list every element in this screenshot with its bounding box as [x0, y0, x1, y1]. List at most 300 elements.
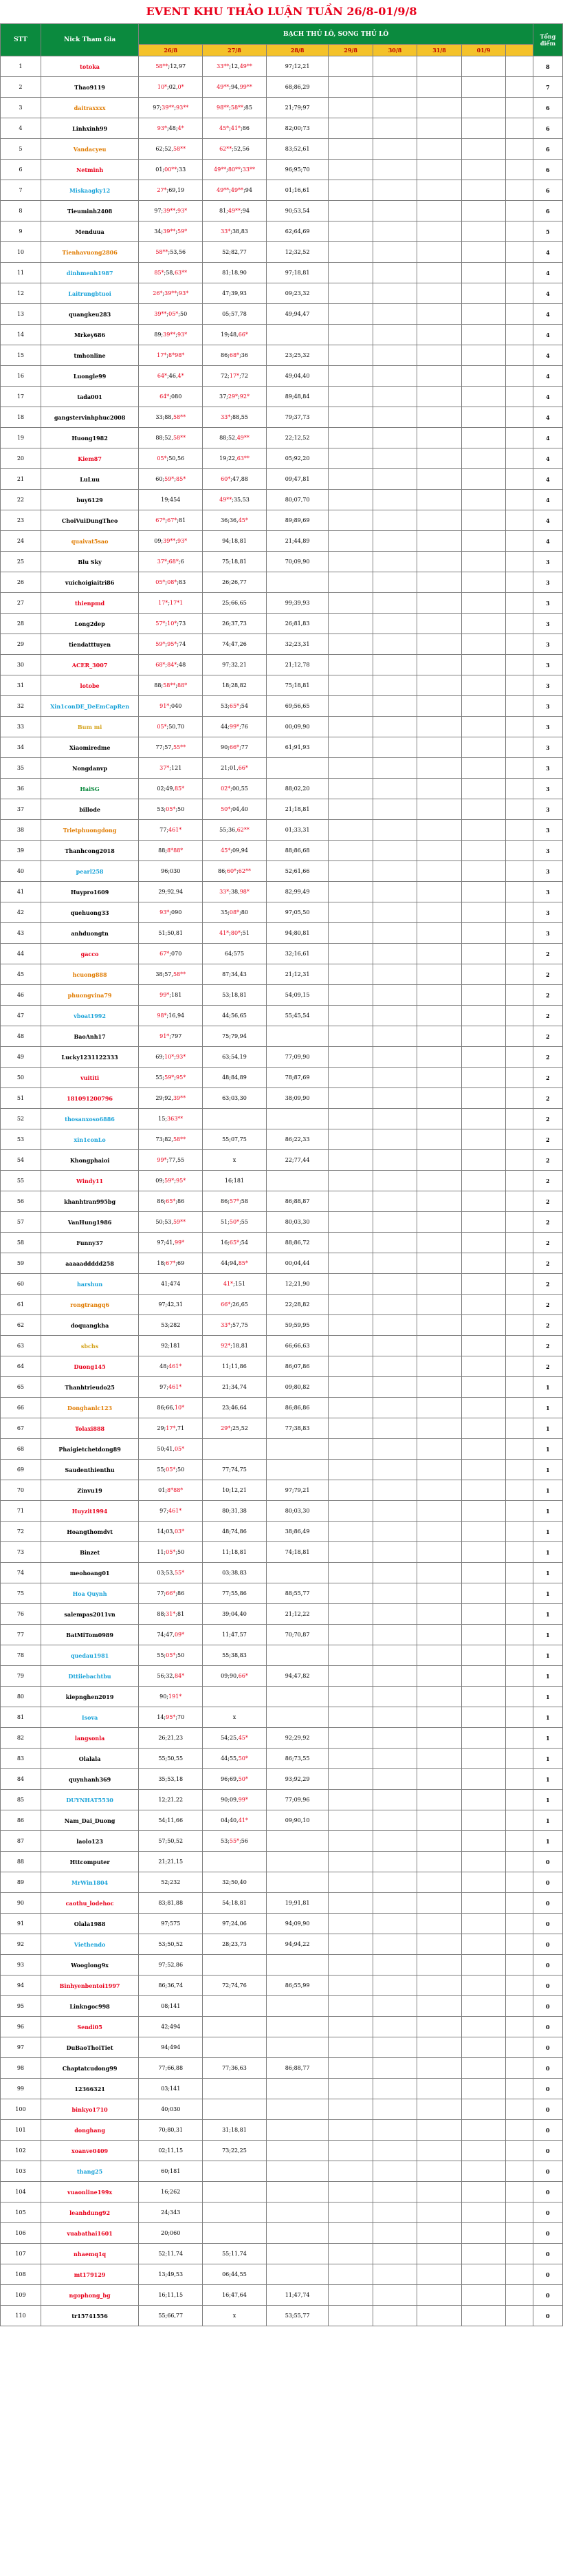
row-day-empty [417, 1460, 461, 1480]
row-day-empty [506, 2120, 533, 2141]
number-token: , [177, 249, 179, 255]
number-token: ; [174, 476, 177, 482]
row-day-empty [461, 387, 505, 407]
number-token: 97 [154, 208, 162, 214]
row-day-empty [461, 1398, 505, 1418]
number-token: , [173, 1632, 175, 1638]
table-row [1, 2244, 563, 2264]
row-day-empty [417, 180, 461, 201]
row-day-value [203, 325, 267, 345]
number-token: 93* [157, 125, 167, 131]
row-nick: buy6129 [41, 490, 139, 510]
row-day-value [139, 1604, 203, 1625]
number-token: 33** [217, 63, 230, 69]
number-token: 48 [159, 1363, 167, 1370]
number-token: 66* [238, 765, 248, 771]
row-day-value: 86;22,33 [266, 1129, 329, 1150]
number-token: 58 [166, 270, 173, 276]
table-row [1, 531, 563, 552]
row-day-empty [506, 139, 533, 160]
row-day-empty [329, 902, 373, 923]
row-total: 1 [533, 1501, 562, 1522]
row-total: 3 [533, 799, 562, 820]
row-day-value: 39;04,40 [203, 1604, 267, 1625]
number-token: 80** [228, 166, 241, 173]
row-nick: Miskaagky12 [41, 180, 139, 201]
row-day-value [203, 1109, 267, 1129]
row-day-empty [417, 448, 461, 469]
row-day-empty [329, 448, 373, 469]
row-day-empty [373, 1872, 417, 1893]
row-day-empty [373, 1047, 417, 1068]
row-day-empty [417, 1233, 461, 1253]
row-day-empty [329, 1769, 373, 1790]
table-row [1, 2058, 563, 2079]
row-day-value: 70;80,31 [139, 2120, 203, 2141]
number-token: 41 [166, 1240, 173, 1246]
row-day-value: 03;141 [139, 2079, 203, 2099]
table-row [1, 696, 563, 717]
row-stt: 29 [1, 634, 41, 655]
row-day-empty [506, 1583, 533, 1604]
row-day-empty [506, 1233, 533, 1253]
row-day-empty [417, 1026, 461, 1047]
row-stt: 68 [1, 1439, 41, 1460]
row-nick: doquangkha [41, 1315, 139, 1336]
row-day-value: 93;92,29 [266, 1769, 329, 1790]
header-day: 31/8 [417, 45, 461, 56]
row-day-empty [506, 1501, 533, 1522]
row-total: 2 [533, 985, 562, 1006]
row-day-empty [329, 882, 373, 902]
row-day-value: 70;09,90 [266, 552, 329, 572]
row-day-empty [373, 1666, 417, 1687]
row-total: 0 [533, 2202, 562, 2223]
row-day-empty [506, 902, 533, 923]
number-token: 91* [159, 703, 170, 709]
row-day-value [139, 221, 203, 242]
row-total: 3 [533, 779, 562, 799]
row-day-value: 09;47,81 [266, 469, 329, 490]
row-day-empty [417, 902, 461, 923]
row-day-empty [506, 325, 533, 345]
number-token: 88 [232, 414, 240, 420]
row-day-value [203, 366, 267, 387]
number-token: 39** [163, 228, 176, 235]
table-row [1, 1769, 563, 1790]
number-token: ; [165, 1487, 168, 1493]
row-day-empty [373, 180, 417, 201]
number-token: 33 [179, 166, 186, 173]
row-day-value [203, 799, 267, 820]
row-day-empty [461, 1233, 505, 1253]
row-day-empty [506, 1006, 533, 1026]
row-nick: Donghanlc123 [41, 1398, 139, 1418]
number-token: 53 [220, 1838, 228, 1844]
number-token: ; [175, 208, 178, 214]
row-day-empty [329, 2120, 373, 2141]
row-day-empty [417, 923, 461, 944]
number-token: 04 [221, 1817, 228, 1823]
row-day-empty [329, 1460, 373, 1480]
number-token: 58** [173, 971, 186, 977]
row-day-empty [417, 1583, 461, 1604]
number-token: 98** [216, 105, 230, 111]
number-token: ; [164, 1632, 166, 1638]
row-total: 4 [533, 407, 562, 428]
number-token: 85 [245, 105, 252, 111]
row-day-empty [461, 1377, 505, 1398]
row-total: 1 [533, 1522, 562, 1542]
number-token: ; [228, 724, 230, 730]
row-day-empty [417, 799, 461, 820]
row-nick: vuaonline199x [41, 2182, 139, 2202]
row-day-value: 21;79;97 [266, 98, 329, 118]
row-day-empty [417, 1295, 461, 1315]
table-row [1, 1996, 563, 2017]
number-token: ; [230, 786, 232, 792]
row-day-empty [329, 1625, 373, 1645]
number-token: ; [243, 105, 245, 111]
row-stt: 36 [1, 779, 41, 799]
row-day-empty [461, 902, 505, 923]
row-stt: 7 [1, 180, 41, 201]
row-day-empty [461, 779, 505, 799]
table-row [1, 469, 563, 490]
row-stt: 50 [1, 1068, 41, 1088]
row-day-empty [461, 923, 505, 944]
number-token: , [173, 270, 175, 276]
row-day-empty [417, 964, 461, 985]
row-nick: quehuong33 [41, 902, 139, 923]
row-day-value: 75;18,81 [203, 552, 267, 572]
row-day-empty [329, 1955, 373, 1976]
number-token: ; [164, 1466, 166, 1473]
number-token: 65 [241, 1301, 248, 1308]
row-day-value [139, 283, 203, 304]
table-row [1, 2120, 563, 2141]
row-day-value: 74;18,81 [266, 1542, 329, 1563]
table-row [1, 2306, 563, 2326]
number-token: 99* [159, 992, 170, 998]
number-token: 39** [163, 332, 176, 338]
row-day-value [139, 1439, 203, 1460]
row-day-empty [373, 1687, 417, 1707]
row-day-empty [461, 1088, 505, 1109]
row-stt: 79 [1, 1666, 41, 1687]
row-day-value: 42;494 [139, 2017, 203, 2037]
row-total: 3 [533, 737, 562, 758]
table-row [1, 1501, 563, 1522]
table-row [1, 552, 563, 572]
row-day-value: 69;56,65 [266, 696, 329, 717]
row-nick: Chaptatcudong99 [41, 2058, 139, 2079]
row-stt: 64 [1, 1356, 41, 1377]
row-day-value [139, 1233, 203, 1253]
row-stt: 27 [1, 593, 41, 614]
row-day-empty [417, 1522, 461, 1542]
row-day-empty [461, 717, 505, 737]
number-token: 03* [174, 1528, 185, 1535]
number-token: ; [228, 373, 230, 379]
row-day-empty [373, 118, 417, 139]
row-day-value [203, 118, 267, 139]
row-day-value: 97;575 [139, 1914, 203, 1934]
table-row [1, 572, 563, 593]
number-token: 67* [166, 1260, 176, 1266]
row-day-empty [417, 1501, 461, 1522]
number-token: 88 [241, 476, 248, 482]
number-token: 53 [166, 1570, 173, 1576]
row-day-empty [417, 2223, 461, 2244]
table-row [1, 1728, 563, 1749]
number-token: 94 [177, 1013, 185, 1019]
number-token: 09 [155, 1178, 163, 1184]
number-token: ; [177, 620, 179, 627]
row-day-value: 25;66,65 [203, 593, 267, 614]
number-token: 69 [229, 1776, 237, 1782]
number-token: 10* [174, 1405, 185, 1411]
row-nick: Isova [41, 1707, 139, 1728]
table-row [1, 1191, 563, 1212]
row-day-empty [329, 1914, 373, 1934]
number-token: 86 [177, 1590, 185, 1597]
row-day-empty [417, 1687, 461, 1707]
row-day-empty [506, 882, 533, 902]
row-day-empty [417, 1480, 461, 1501]
row-day-empty [373, 820, 417, 841]
row-total: 2 [533, 1295, 562, 1315]
number-token: 56 [242, 146, 250, 152]
row-day-empty [373, 263, 417, 283]
row-day-value [266, 1026, 329, 1047]
row-day-empty [329, 2141, 373, 2161]
number-token: 14 [157, 1714, 164, 1720]
row-day-empty [373, 1852, 417, 1872]
number-token: 58** [230, 105, 244, 111]
number-token: , [175, 187, 177, 193]
row-day-empty [417, 1769, 461, 1790]
row-day-value [203, 1790, 267, 1810]
row-day-empty [506, 634, 533, 655]
row-day-empty [329, 964, 373, 985]
number-token: 55 [229, 1755, 237, 1762]
row-day-empty [329, 1129, 373, 1150]
number-token: ; [175, 1466, 178, 1473]
row-total: 2 [533, 1129, 562, 1150]
table-row [1, 1810, 563, 1831]
number-token: 48 [168, 125, 176, 131]
row-day-empty [461, 1522, 505, 1542]
number-token: 49** [239, 63, 252, 69]
number-token: , [235, 827, 237, 833]
row-day-value [203, 1810, 267, 1831]
table-row [1, 2285, 563, 2306]
header-day: 27/8 [203, 45, 267, 56]
row-total: 4 [533, 448, 562, 469]
table-row [1, 1006, 563, 1026]
number-token: 83 [179, 579, 186, 585]
row-day-empty [373, 1274, 417, 1295]
row-day-empty [506, 799, 533, 820]
row-stt: 83 [1, 1749, 41, 1769]
row-day-value [139, 1666, 203, 1687]
number-token: 461* [168, 827, 182, 833]
number-token: 94 [242, 208, 250, 214]
row-nick: Thanhcong2018 [41, 841, 139, 861]
row-nick: donghang [41, 2120, 139, 2141]
row-day-value [203, 1687, 267, 1707]
number-token: ; [175, 125, 178, 131]
row-day-empty [329, 77, 373, 98]
number-token: 62 [155, 146, 163, 152]
row-nick: Olalala [41, 1749, 139, 1769]
row-day-empty [329, 1872, 373, 1893]
number-token: 10* [164, 1054, 175, 1060]
table-row [1, 1460, 563, 1480]
row-nick: Olala1988 [41, 1914, 139, 1934]
row-total: 0 [533, 2099, 562, 2120]
row-day-empty [461, 675, 505, 696]
table-row [1, 1955, 563, 1976]
table-row [1, 387, 563, 407]
number-token: , [171, 1095, 173, 1101]
row-day-empty [461, 593, 505, 614]
row-total: 0 [533, 2264, 562, 2285]
row-nick: Xin1conDE_DeEmCapRen [41, 696, 139, 717]
row-day-value: 16;11,15 [139, 2285, 203, 2306]
row-total: 7 [533, 77, 562, 98]
row-day-value [203, 1996, 267, 2017]
row-day-empty [329, 56, 373, 77]
number-token: 69 [155, 1054, 163, 1060]
row-stt: 53 [1, 1129, 41, 1150]
row-day-empty [373, 1315, 417, 1336]
number-token: 77 [157, 1590, 164, 1597]
row-nick: Viethendo [41, 1934, 139, 1955]
table-row [1, 655, 563, 675]
row-day-empty [329, 1728, 373, 1749]
row-nick: tr15741556 [41, 2306, 139, 2326]
number-token: 97 [157, 1240, 164, 1246]
number-token: 56 [177, 455, 185, 462]
number-token: 17* [157, 352, 167, 358]
number-token: 92 [164, 1095, 172, 1101]
row-nick: vuichoigiaitri86 [41, 572, 139, 593]
row-day-empty [329, 2079, 373, 2099]
row-day-value [139, 1109, 203, 1129]
number-token: 49 [166, 786, 173, 792]
number-token: ; [174, 1178, 177, 1184]
number-token: ; [239, 1838, 241, 1844]
number-token: , [239, 476, 241, 482]
table-row [1, 98, 563, 118]
row-day-empty [506, 1872, 533, 1893]
number-token: ; [168, 249, 170, 255]
number-token: ; [164, 1549, 166, 1555]
row-day-value [203, 1955, 267, 1976]
row-day-empty [506, 1893, 533, 1914]
number-token: ; [229, 889, 231, 895]
table-row [1, 2161, 563, 2182]
row-day-empty [506, 56, 533, 77]
row-day-value [139, 572, 203, 593]
row-day-value [139, 387, 203, 407]
number-token: 95* [176, 1074, 186, 1081]
number-token: ; [165, 1116, 168, 1122]
number-token: ; [228, 1240, 230, 1246]
number-token: 18 [157, 1260, 164, 1266]
row-total: 4 [533, 366, 562, 387]
row-day-value [139, 655, 203, 675]
row-nick: mt179129 [41, 2264, 139, 2285]
number-token: , [175, 373, 178, 379]
row-stt: 21 [1, 469, 41, 490]
number-token: ; [164, 1198, 166, 1204]
row-day-value: 09;23,32 [266, 283, 329, 304]
row-day-empty [417, 1006, 461, 1026]
table-row [1, 593, 563, 614]
row-total: 1 [533, 1749, 562, 1769]
number-token: ; [161, 332, 164, 338]
number-token: ; [164, 1673, 166, 1679]
row-day-value: 32;16,61 [266, 944, 329, 964]
row-stt: 84 [1, 1769, 41, 1790]
number-token: 86 [177, 1198, 185, 1204]
row-day-value [139, 448, 203, 469]
row-day-empty [373, 2141, 417, 2161]
row-day-empty [461, 1707, 505, 1728]
row-day-empty [329, 490, 373, 510]
row-day-value [139, 1171, 203, 1191]
row-day-empty [506, 490, 533, 510]
row-day-empty [417, 1212, 461, 1233]
number-token: 47 [232, 476, 240, 482]
row-day-empty [461, 1790, 505, 1810]
number-token: 55 [219, 827, 227, 833]
row-day-empty [373, 2037, 417, 2058]
row-day-empty [461, 345, 505, 366]
row-total: 1 [533, 1728, 562, 1749]
row-day-value [266, 2264, 329, 2285]
row-stt: 43 [1, 923, 41, 944]
row-total: 0 [533, 2285, 562, 2306]
row-nick: Long2dep [41, 614, 139, 634]
row-day-empty [329, 634, 373, 655]
row-day-empty [506, 1976, 533, 1996]
number-token: 83 [241, 228, 248, 235]
row-day-value: 88;86,68 [266, 841, 329, 861]
row-day-empty [417, 56, 461, 77]
row-day-empty [373, 614, 417, 634]
row-day-empty [461, 2058, 505, 2079]
row-day-empty [461, 56, 505, 77]
row-day-value: 11;47,74 [266, 2285, 329, 2306]
header-day: 29/8 [329, 45, 373, 56]
row-day-value [139, 1212, 203, 1233]
row-day-empty [417, 160, 461, 180]
number-token: , [238, 889, 240, 895]
row-stt: 71 [1, 1501, 41, 1522]
row-stt: 109 [1, 2285, 41, 2306]
number-token: ; [169, 1033, 172, 1039]
number-token: , [238, 84, 240, 90]
row-day-value [203, 737, 267, 758]
row-day-empty [461, 1810, 505, 1831]
row-stt: 52 [1, 1109, 41, 1129]
table-row [1, 1315, 563, 1336]
row-nick: ACER_3007 [41, 655, 139, 675]
